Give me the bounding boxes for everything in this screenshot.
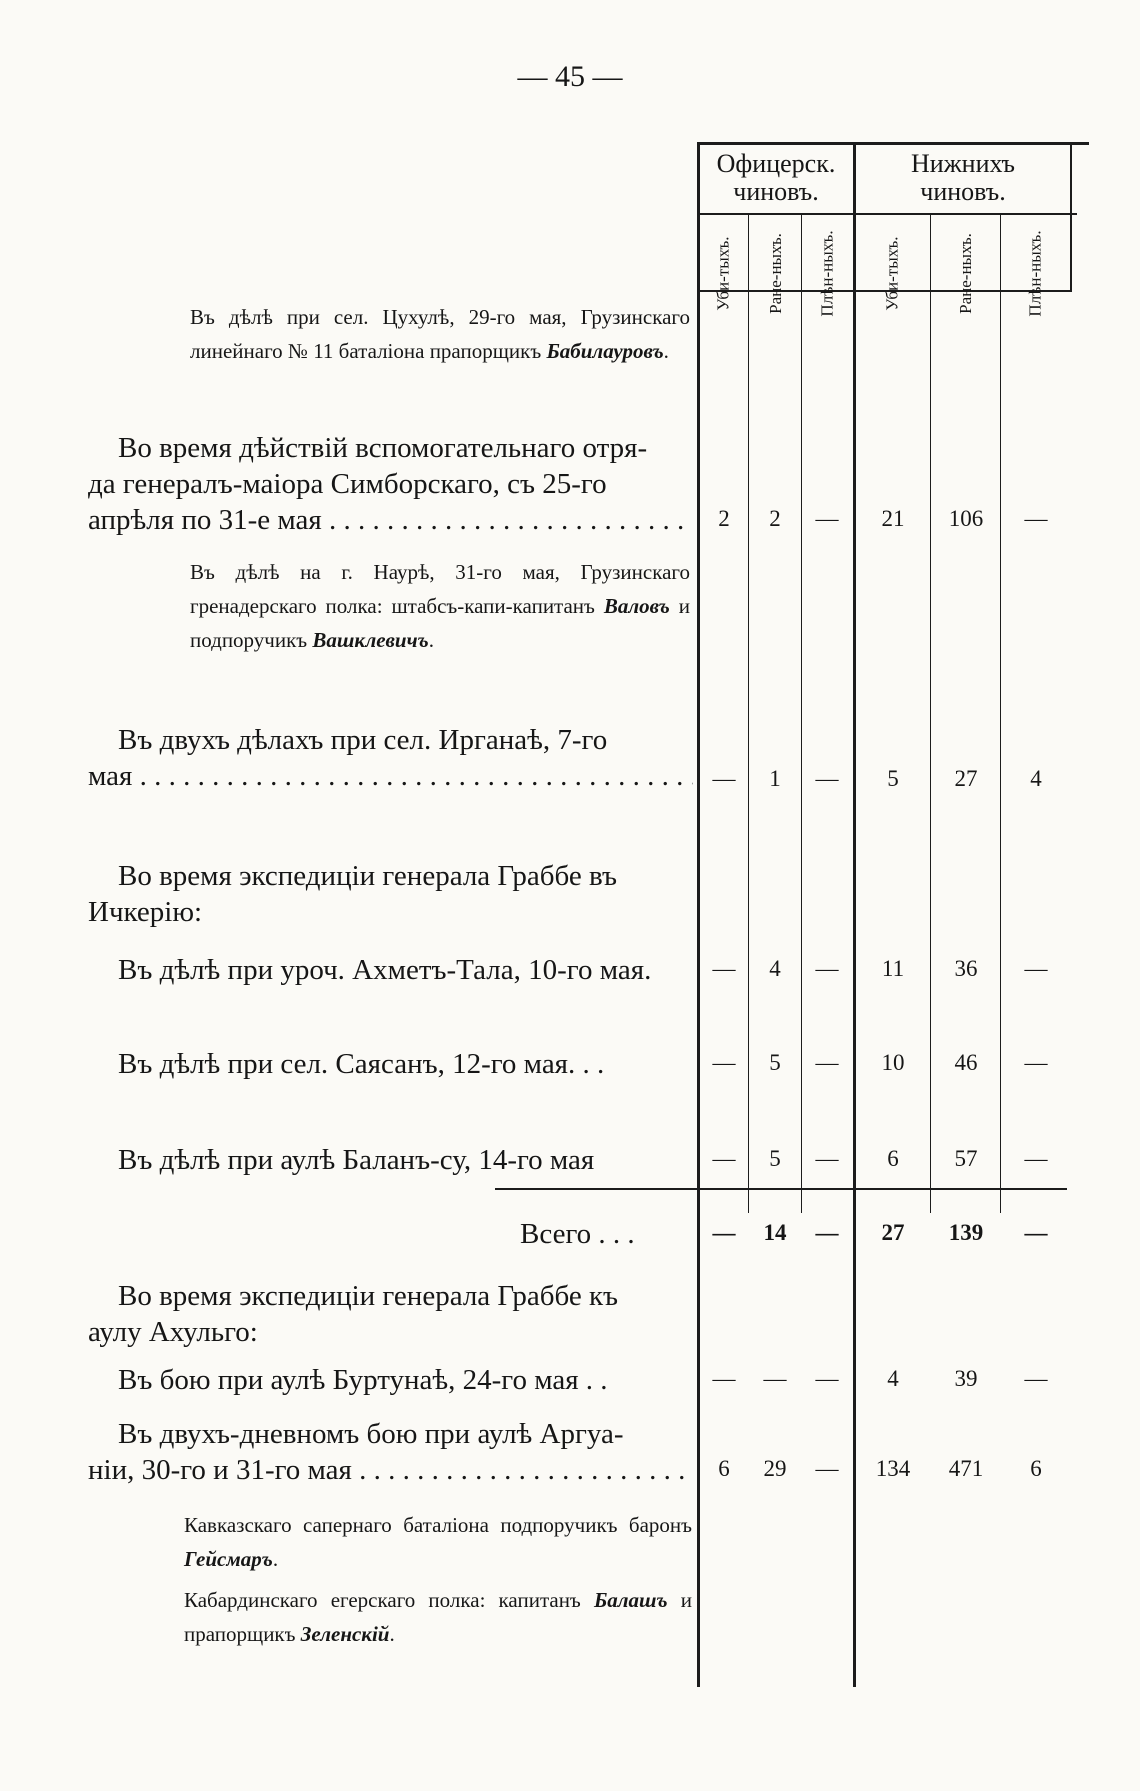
group-header-officers: Офицерск. чиновъ. bbox=[716, 149, 836, 206]
table-cell: 6 bbox=[1030, 1456, 1042, 1481]
table-cell: — bbox=[712, 956, 736, 981]
entry-burtunai: Въ бою при аулѣ Буртунаѣ, 24-го мая . . bbox=[118, 1364, 608, 1396]
table-cell-total: 27 bbox=[881, 1220, 905, 1245]
entry-simborsky: Во время дѣйствій вспомогательнаго отря- да генералъ-маіора Симборскаго, съ 25-го апрѣля по 31-е мая . . . bbox=[88, 430, 693, 538]
note-tsukhul: Въ дѣлѣ при сел. Цухулѣ, 29-го мая, Грузинскаго линейнаго № 11 баталіона прапорщикъ Бабилауровъ. bbox=[190, 305, 690, 363]
note-geismar: Кавказскаго сапернаго баталіона подпоручикъ баронъ Гейсмаръ. bbox=[184, 1513, 692, 1571]
table-cell: 36 bbox=[954, 956, 978, 981]
table-cell: — bbox=[815, 1146, 839, 1171]
table-cell: 4 bbox=[1030, 766, 1042, 791]
table-cell: 27 bbox=[954, 766, 978, 791]
table-cell: 10 bbox=[881, 1050, 905, 1075]
entry-total-label: Всего . . . bbox=[520, 1218, 635, 1250]
table-cell: 39 bbox=[954, 1366, 978, 1391]
group-header-lower-ranks: Нижнихъ чиновъ. bbox=[911, 149, 1015, 206]
table-cell: — bbox=[1024, 1146, 1048, 1171]
table-cell: 2 bbox=[769, 506, 781, 531]
table-cell: — bbox=[1024, 506, 1048, 531]
entry-akhulgo-heading: Во время экспедиціи генерала Граббе къ аулу Ахульго: bbox=[88, 1280, 619, 1348]
table-cell: 29 bbox=[763, 1456, 787, 1481]
entry-irganai: Въ двухъ дѣлахъ при сел. Ирганаѣ, 7-го мая . . . bbox=[88, 722, 693, 794]
page-number: — 45 — bbox=[517, 60, 623, 93]
table-cell: — bbox=[815, 1456, 839, 1481]
table-cell: — bbox=[815, 506, 839, 531]
col-rule-1 bbox=[748, 213, 749, 1213]
table-cell: — bbox=[1024, 1366, 1048, 1391]
table-cell: — bbox=[1024, 1050, 1048, 1075]
table-cell: 6 bbox=[887, 1146, 899, 1171]
table-cell: — bbox=[712, 1366, 736, 1391]
entry-balan-su: Въ дѣлѣ при аулѣ Баланъ-су, 14-го мая bbox=[118, 1144, 595, 1176]
table-cell-total: — bbox=[1024, 1220, 1048, 1245]
col-rule-4 bbox=[1000, 213, 1001, 1213]
table-cell: 57 bbox=[954, 1146, 978, 1171]
group-header-rule bbox=[697, 213, 1077, 215]
table-cell: 106 bbox=[948, 506, 984, 531]
subheader-officers-killed: Уби-тыхъ. bbox=[713, 235, 733, 311]
table-cell: 4 bbox=[887, 1366, 899, 1391]
subheader-lower-captured: Плѣн-ныхъ. bbox=[1025, 229, 1045, 317]
table-cell: 21 bbox=[881, 506, 905, 531]
table-cell: — bbox=[815, 1050, 839, 1075]
table-cell: — bbox=[815, 956, 839, 981]
table-cell-total: — bbox=[712, 1220, 736, 1245]
note-balash: Кабардинскаго егерскаго полка: капитанъ Балашъ и прапорщикъ Зеленскій. bbox=[184, 1588, 692, 1646]
table-cell: 4 bbox=[769, 956, 781, 981]
entry-sayasan: Въ дѣлѣ при сел. Саясанъ, 12-го мая. . . bbox=[118, 1048, 605, 1080]
table-cell: — bbox=[1024, 956, 1048, 981]
entry-akhmet-tala: Въ дѣлѣ при уроч. Ахметъ-Тала, 10-го мая. bbox=[118, 954, 652, 986]
table-cell: 134 bbox=[875, 1456, 911, 1481]
entry-arguani: Въ двухъ-дневномъ бою при аулѣ Аргуа- ніи, 30-го и 31-го мая . . . bbox=[88, 1416, 693, 1488]
subheader-lower-killed: Уби-тыхъ. bbox=[882, 235, 902, 311]
table-cell: 2 bbox=[718, 506, 730, 531]
table-cell: 6 bbox=[718, 1456, 730, 1481]
table-cell-total: — bbox=[815, 1220, 839, 1245]
subheader-officers-captured: Плѣн-ныхъ. bbox=[817, 229, 837, 317]
table-cell: 11 bbox=[881, 956, 905, 981]
note-naur: Въ дѣлѣ на г. Наурѣ, 31-го мая, Грузинскаго гренадерскаго полка: штабсъ-капи-капитанъ Валовъ и подпоручикъ Вашклевичъ. bbox=[190, 560, 690, 652]
table-top-rule bbox=[697, 142, 1089, 145]
table-cell-total: 14 bbox=[763, 1220, 787, 1245]
table-cell: — bbox=[712, 1050, 736, 1075]
entry-ichkeria-heading: Во время экспедиціи генерала Граббе въ Ичкерію: bbox=[88, 860, 617, 928]
table-cell: 5 bbox=[769, 1146, 781, 1171]
table-cell: 1 bbox=[769, 766, 781, 791]
table-cell-total: 139 bbox=[948, 1220, 984, 1245]
col-rule-3 bbox=[930, 213, 931, 1213]
table-cell: — bbox=[712, 1146, 736, 1171]
table-right-rule bbox=[1070, 142, 1072, 292]
table-cell: — bbox=[712, 766, 736, 791]
table-cell: — bbox=[763, 1366, 787, 1391]
total-rule bbox=[495, 1188, 1067, 1190]
table-cell: 5 bbox=[887, 766, 899, 791]
table-cell: 46 bbox=[954, 1050, 978, 1075]
table-cell: — bbox=[815, 1366, 839, 1391]
table-cell: 471 bbox=[948, 1456, 984, 1481]
table-cell: 5 bbox=[769, 1050, 781, 1075]
subheader-officers-wounded: Ране-ныхъ. bbox=[765, 232, 785, 314]
table-cell: — bbox=[815, 766, 839, 791]
subheader-lower-wounded: Ране-ныхъ. bbox=[955, 232, 975, 314]
